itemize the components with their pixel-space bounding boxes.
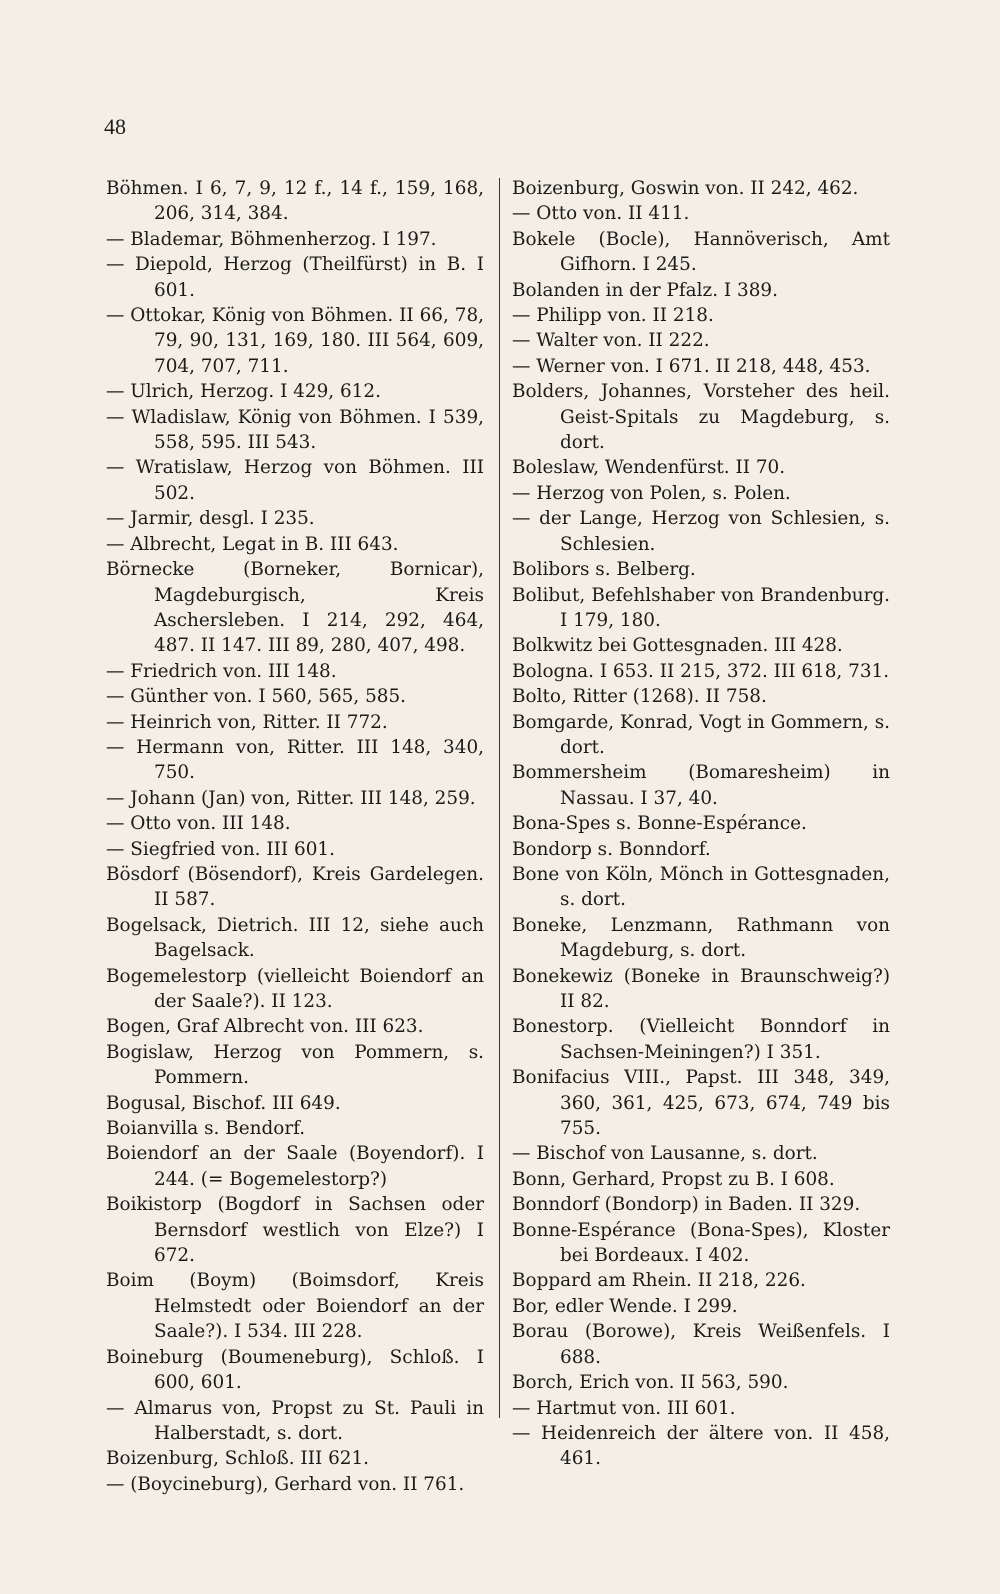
index-entry: — Ottokar, König von Böhmen. II 66, 78, 79, 90, 131, 169, 180. III 564, 609, 704, 707, 711.: [106, 305, 484, 377]
index-entry: Bokele (Bocle), Hannöverisch, Amt Gifhorn. I 245.: [512, 228, 890, 276]
index-entry: — Wladislaw, König von Böhmen. I 539, 558, 595. III 543.: [106, 406, 484, 454]
index-entry: Borau (Borowe), Kreis Weißenfels. I 688.: [512, 1321, 890, 1368]
index-entry: — der Lange, Herzog von Schlesien, s. Schlesien.: [512, 508, 890, 555]
index-entry: Bogemelestorp (vielleicht Boiendorf an der Saale?). II 123.: [106, 965, 484, 1012]
index-entry: Boineburg (Boumeneburg), Schloß. I 600, 601.: [106, 1346, 484, 1394]
index-entry: — Diepold, Herzog (Theilfürst) in B. I 601.: [106, 254, 484, 301]
index-entry: Boiendorf an der Saale (Boyendorf). I 244. (= Bogemelestorp?): [106, 1143, 484, 1190]
index-entry: — Heidenreich der ältere von. II 458, 461.: [512, 1422, 890, 1470]
index-entry: Bonne-Espérance (Bona-Spes), Kloster bei Bordeaux. I 402.: [512, 1219, 890, 1267]
index-entry: — Herzog von Polen, s. Polen.: [512, 482, 791, 504]
index-entry: Bondorp s. Bonndorf.: [512, 838, 711, 860]
index-entry: Borch, Erich von. II 563, 590.: [512, 1372, 789, 1394]
index-entry: — (Boycineburg), Gerhard von. II 761.: [106, 1473, 465, 1495]
index-column-left: [106, 176, 484, 1497]
index-entry: Boneke, Lenzmann, Rathmann von Magdeburg, s. dort.: [512, 914, 890, 962]
index-entry: Bomgarde, Konrad, Vogt in Gommern, s. dort.: [512, 711, 890, 758]
index-entry: Bolanden in der Pfalz. I 389.: [512, 279, 778, 301]
index-entry: — Jarmir, desgl. I 235.: [106, 508, 315, 530]
index-entry: Bone von Köln, Mönch in Gottesgnaden, s. dort.: [512, 863, 890, 911]
index-entry: Bogen, Graf Albrecht von. III 623.: [106, 1016, 424, 1038]
index-entry: — Almarus von, Propst zu St. Pauli in Halberstadt, s. dort.: [106, 1397, 484, 1444]
index-entry: Börnecke (Borneker, Bornicar), Magdeburgisch, Kreis Aschersleben. I 214, 292, 464, 487. II 147. III 89, 280, 407, 498.: [106, 559, 484, 657]
index-entry: Boizenburg, Schloß. III 621.: [106, 1448, 370, 1470]
index-entry: Bonn, Gerhard, Propst zu B. I 608.: [512, 1168, 835, 1190]
index-entry: Bonndorf (Bondorp) in Baden. II 329.: [512, 1194, 861, 1216]
index-entry: Bonifacius VIII., Papst. III 348, 349, 360, 361, 425, 673, 674, 749 bis 755.: [512, 1067, 890, 1140]
index-entry: — Albrecht, Legat in B. III 643.: [106, 533, 399, 555]
index-entry: Bolto, Ritter (1268). II 758.: [512, 686, 767, 708]
index-entry: Bommersheim (Bomaresheim) in Nassau. I 37, 40.: [512, 762, 890, 809]
index-entry: Bolibors s. Belberg.: [512, 559, 696, 581]
index-entry: — Siegfried von. III 601.: [106, 838, 335, 860]
index-entry: — Philipp von. II 218.: [512, 305, 714, 327]
index-entry: Bonestorp. (Vielleicht Bonndorf in Sachsen-Meiningen?) I 351.: [512, 1016, 890, 1063]
index-entry: Bona-Spes s. Bonne-Espérance.: [512, 813, 807, 835]
index-entry: Bor, edler Wende. I 299.: [512, 1295, 738, 1317]
index-entry: — Heinrich von, Ritter. II 772.: [106, 711, 388, 733]
page-number: 48: [104, 114, 126, 139]
index-entry: — Günther von. I 560, 565, 585.: [106, 686, 407, 708]
index-entry: Bösdorf (Bösendorf), Kreis Gardelegen. II 587.: [106, 863, 484, 911]
column-divider: [499, 178, 500, 1418]
index-entry: Bogislaw, Herzog von Pommern, s. Pommern.: [106, 1041, 484, 1089]
index-entry: Boppard am Rhein. II 218, 226.: [512, 1270, 806, 1292]
index-entry: Bolibut, Befehlshaber von Brandenburg. I 179, 180.: [512, 584, 890, 631]
index-entry: Boianvilla s. Bendorf.: [106, 1118, 306, 1140]
index-entry: — Blademar, Böhmenherzog. I 197.: [106, 228, 437, 250]
index-entry: Bogusal, Bischof. III 649.: [106, 1092, 341, 1114]
index-entry: — Walter von. II 222.: [512, 330, 710, 352]
index-entry: Bonekewiz (Boneke in Braunschweig?) II 82.: [512, 965, 890, 1012]
index-entry: — Otto von. II 411.: [512, 203, 690, 225]
index-entry: — Johann (Jan) von, Ritter. III 148, 259.: [106, 787, 476, 809]
index-entry: Boleslaw, Wendenfürst. II 70.: [512, 457, 786, 479]
index-entry: — Ulrich, Herzog. I 429, 612.: [106, 381, 381, 403]
index-entry: Boikistorp (Bogdorf in Sachsen oder Bernsdorf westlich von Elze?) I 672.: [106, 1194, 484, 1267]
index-entry: Bolders, Johannes, Vorsteher des heil. Geist-Spitals zu Magdeburg, s. dort.: [512, 381, 890, 454]
index-entry: — Wratislaw, Herzog von Böhmen. III 502.: [106, 457, 484, 504]
index-entry: Böhmen. I 6, 7, 9, 12 f., 14 f., 159, 168, 206, 314, 384.: [106, 178, 484, 225]
index-entry: — Friedrich von. III 148.: [106, 660, 337, 682]
index-entry: — Hartmut von. III 601.: [512, 1397, 736, 1419]
index-entry: — Werner von. I 671. II 218, 448, 453.: [512, 355, 871, 377]
index-entry: — Otto von. III 148.: [106, 813, 291, 835]
index-entry: Boizenburg, Goswin von. II 242, 462.: [512, 178, 859, 199]
index-entry: — Hermann von, Ritter. III 148, 340, 750.: [106, 736, 484, 784]
index-entry: Bolkwitz bei Gottesgnaden. III 428.: [512, 635, 843, 657]
index-entry: Boim (Boym) (Boimsdorf, Kreis Helmstedt oder Boiendorf an der Saale?). I 534. III 228.: [106, 1270, 484, 1343]
index-entry: — Bischof von Lausanne, s. dort.: [512, 1143, 818, 1165]
index-entry: Bologna. I 653. II 215, 372. III 618, 731.: [512, 660, 890, 682]
index-entry: Bogelsack, Dietrich. III 12, siehe auch Bagelsack.: [106, 914, 484, 962]
index-column-right: [512, 176, 890, 1472]
